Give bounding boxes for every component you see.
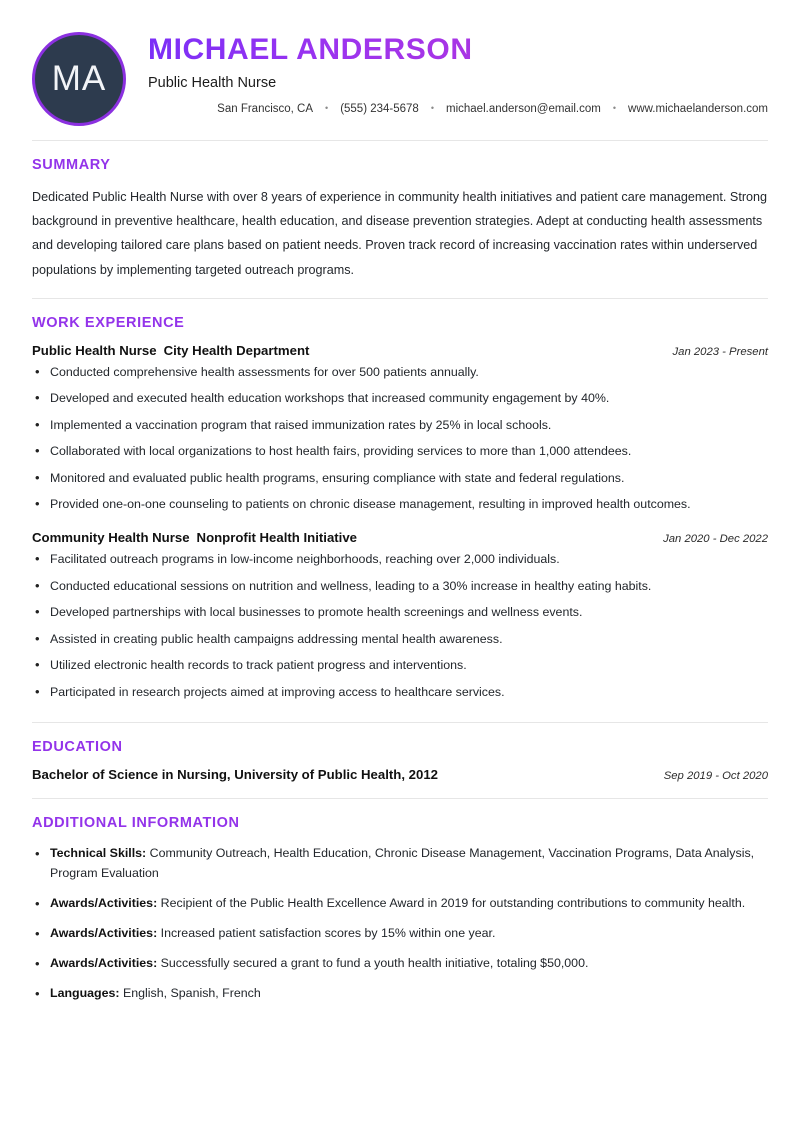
list-item: • Participated in research projects aimed at improving access to healthcare services. <box>32 684 768 702</box>
section-title-work-experience: WORK EXPERIENCE <box>32 314 185 331</box>
summary-text: Dedicated Public Health Nurse with over 8 years of experience in community health initiatives and patient care management. Strong background in preventive healthcare, health education, and disease prevention strategies. Adept at conducting health assessments and developing tailored care plans based on patient needs. Proven track record of increasing vaccination rates within underserved populations by implementing targeted outreach programs. <box>32 190 768 277</box>
info-label: Awards/Activities: <box>50 895 158 910</box>
list-item: • Conducted comprehensive health assessments for over 500 patients annually. <box>32 364 768 382</box>
experience-bullet-list <box>32 364 768 514</box>
contact-separator-icon: • <box>612 103 617 113</box>
contact-separator-icon: • <box>325 103 329 113</box>
experience-bullet-list <box>32 551 768 701</box>
avatar <box>32 32 126 126</box>
experience-entry <box>32 530 768 701</box>
section-title-summary: SUMMARY <box>32 157 111 173</box>
experience-company: City Health Department <box>163 342 310 358</box>
education-entry <box>32 767 768 782</box>
avatar-initials: MA <box>51 59 107 98</box>
job-role: Public Health Nurse <box>148 74 277 91</box>
section-additional-information <box>32 799 768 1020</box>
experience-heading <box>32 343 309 358</box>
education-body <box>32 767 768 798</box>
list-item <box>32 983 768 1003</box>
info-value: Increased patient satisfaction scores by 15% within one year. <box>160 925 496 940</box>
contact-website[interactable]: www.michaelanderson.com <box>628 102 768 115</box>
experience-dates: Jan 2020 - Dec 2022 <box>663 533 768 546</box>
experience-entry <box>32 343 768 514</box>
info-value: Recipient of the Public Health Excellence Award in 2019 for outstanding contributions to community health. <box>160 895 746 910</box>
list-item: • Monitored and evaluated public health programs, ensuring compliance with state and federal regulations. <box>32 470 768 488</box>
education-degree: Bachelor of Science in Nursing, University of Public Health, 2012 <box>32 766 438 782</box>
header-text-block <box>148 30 768 115</box>
experience-company: Nonprofit Health Initiative <box>196 530 357 546</box>
list-item <box>32 953 768 973</box>
info-value: Successfully secured a grant to fund a youth health initiative, totaling $50,000. <box>160 955 589 970</box>
contact-phone[interactable]: (555) 234-5678 <box>340 102 419 115</box>
list-item: • Utilized electronic health records to track patient progress and interventions. <box>32 657 768 675</box>
list-item <box>32 893 768 913</box>
info-value: Community Outreach, Health Education, Chronic Disease Management, Vaccination Programs, Data Analysis, Program Evaluation <box>50 845 755 880</box>
list-item <box>32 843 768 883</box>
additional-information-body <box>32 843 768 1020</box>
work-experience-body <box>32 343 768 722</box>
experience-entry-head <box>32 530 768 545</box>
info-label: Awards/Activities: <box>50 925 158 940</box>
list-item: • Implemented a vaccination program that raised immunization rates by 25% in local schools. <box>32 417 768 435</box>
section-summary <box>32 141 768 298</box>
experience-job-title: Public Health Nurse <box>32 342 157 358</box>
info-label: Languages: <box>50 985 120 1000</box>
info-label: Awards/Activities: <box>50 955 158 970</box>
list-item: • Collaborated with local organizations to host health fairs, providing services to more than 1,000 attendees. <box>32 443 768 461</box>
experience-heading <box>32 530 357 545</box>
experience-job-title: Community Health Nurse <box>32 530 190 546</box>
list-item: • Developed partnerships with local businesses to promote health screenings and wellness events. <box>32 604 768 622</box>
section-title-additional-information: ADDITIONAL INFORMATION <box>32 814 240 831</box>
additional-information-list <box>32 843 768 1004</box>
contact-email[interactable]: michael.anderson@email.com <box>446 102 601 115</box>
experience-dates: Jan 2023 - Present <box>672 345 768 358</box>
contact-separator-icon: • <box>430 103 434 113</box>
list-item: • Assisted in creating public health campaigns addressing mental health awareness. <box>32 631 768 649</box>
info-value: English, Spanish, French <box>123 985 261 1000</box>
list-item: • Conducted educational sessions on nutrition and wellness, leading to a 30% increase in healthy eating habits. <box>32 578 768 596</box>
contact-location: San Francisco, CA <box>217 102 314 115</box>
list-item: • Developed and executed health education workshops that increased community engagement by 40%. <box>32 390 768 408</box>
contact-line <box>148 103 768 115</box>
page-title: MICHAEL ANDERSON <box>148 33 473 66</box>
info-label: Technical Skills: <box>50 845 147 860</box>
summary-body <box>32 185 768 298</box>
section-title-education: EDUCATION <box>32 738 123 755</box>
experience-entry-head <box>32 343 768 358</box>
education-dates: Sep 2019 - Oct 2020 <box>663 769 768 782</box>
resume-header <box>32 0 768 140</box>
list-item: • Facilitated outreach programs in low-income neighborhoods, reaching over 2,000 individuals. <box>32 551 768 569</box>
section-work-experience <box>32 299 768 722</box>
list-item: • Provided one-on-one counseling to patients on chronic disease management, resulting in improved health outcomes. <box>32 496 768 514</box>
list-item <box>32 923 768 943</box>
section-education <box>32 723 768 798</box>
